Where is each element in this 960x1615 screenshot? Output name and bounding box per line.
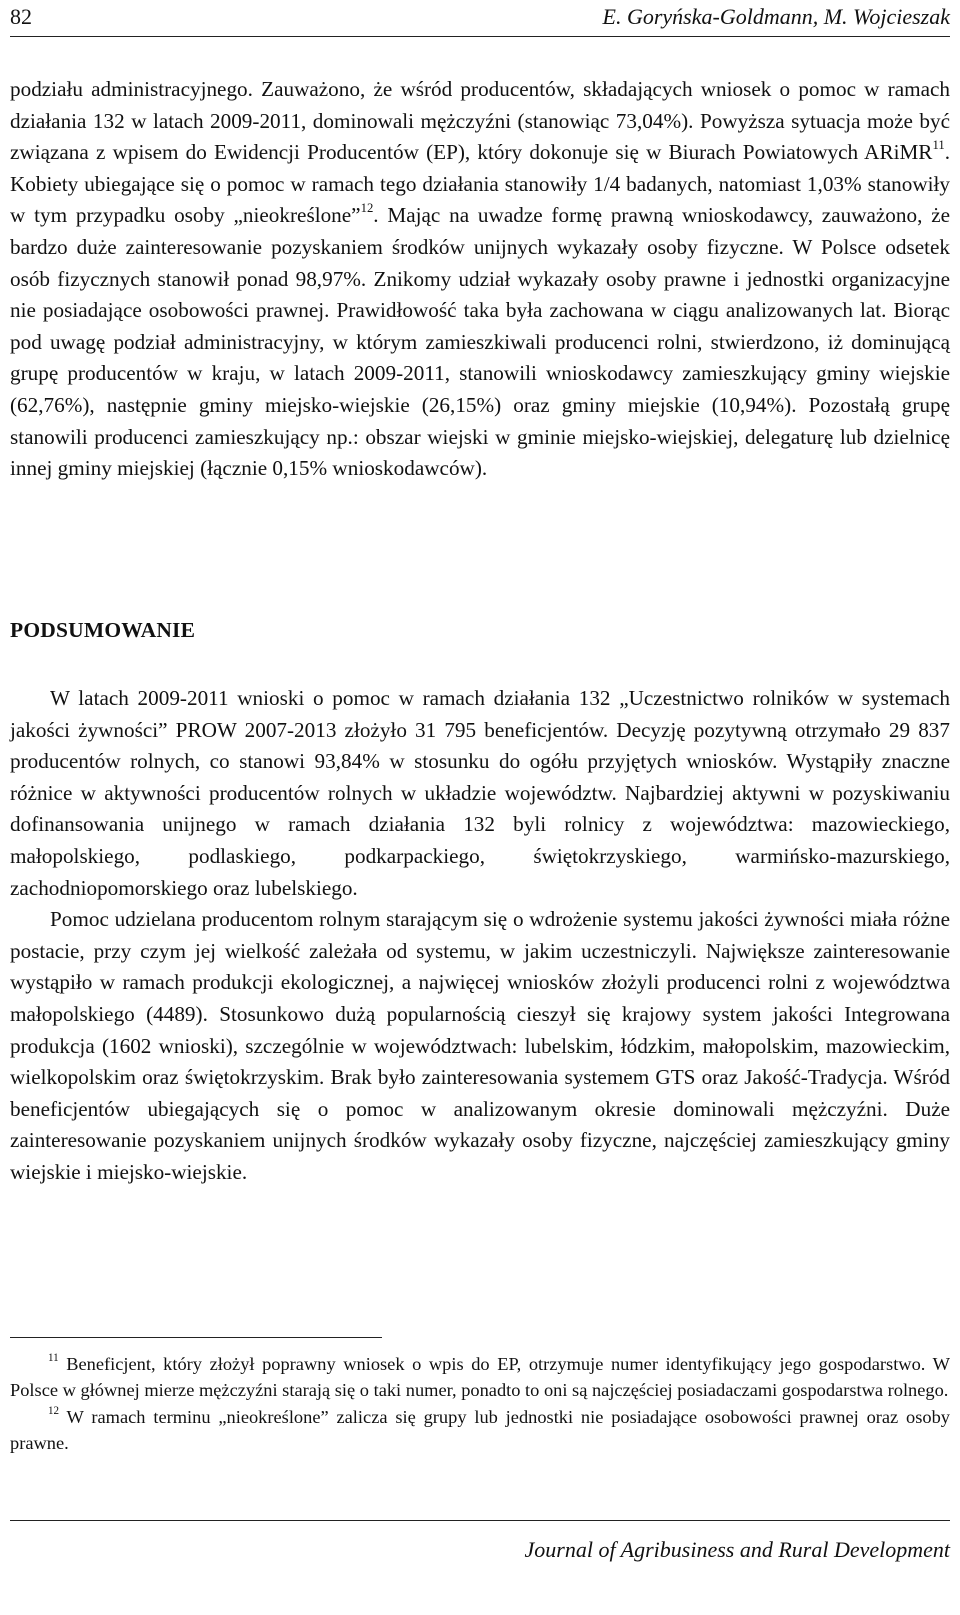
footnote-number: 11 bbox=[48, 1352, 59, 1365]
footnote bbox=[10, 1351, 950, 1404]
summary-paragraph: Pomoc udzielana producentom rolnym starającym się o wdrożenie systemu jakości żywności miała różne postacie, przy czym jej wielkość zależała od systemu, w jakim uczestniczyli. Największe zainteresowanie wystąpiło w ramach produkcji ekologicznej, a najwięcej wniosków złożyli producenci rolni z województwa małopolskiego (4489). Stosunkowo dużą popularnością cieszył się krajowy system jakości Integrowana produkcja (1602 wnioski), szczególnie w województwach: lubelskim, łódzkim, małopolskim, mazowieckim, wielkopolskim oraz świętokrzyskim. Brak było zainteresowania systemem GTS oraz Jakość-Tradycja. Wśród beneficjentów ubiegających się o pomoc w analizowanym okresie dominowali mężczyźni. Duże zainteresowanie pozyskaniem unijnych środków wykazały osoby fizyczne, najczęściej zamieszkujący gminy wiejskie i miejsko-wiejskie. bbox=[10, 907, 950, 1184]
body-text-segment: podziału administracyjnego. Zauważono, że wśród producentów, składających wniosek o pomoc w ramach działania 132 w latach 2009-2011, dominowali mężczyźni (stanowiąc 73,04%). Powyższa sytuacja może być związana z wpisem do Ewidencji Producentów (EP), który dokonuje się w Biurach Powiatowych ARiMR bbox=[10, 77, 950, 165]
summary-section bbox=[10, 683, 950, 1189]
footnote-text: Beneficjent, który złożył poprawny wniosek o wpis do EP, otrzymuje numer identyfikujący jego gospodarstwo. W Polsce w głównej mierze mężczyźni starają się o taki numer, ponadto to oni są najczęściej posiadaczami gospodarstwa rolnego. bbox=[10, 1354, 950, 1401]
body-text-segment: . Kobiety ubiegające się o pomoc w ramach tego działania stanowiły 1/4 badanych, natomiast 1,03% stanowiły w tym przypadku osoby „nieokreślone” bbox=[10, 140, 950, 228]
footnotes bbox=[10, 1351, 950, 1457]
footnote-separator bbox=[10, 1337, 382, 1338]
body-text-segment: . Mając na uwadze formę prawną wnioskodawcy, zauważono, że bardzo duże zainteresowanie pozyskaniem środków unijnych wykazały osoby fizyczne. W Polsce odsetek osób fizycznych stanowił ponad 98,97%. Znikomy udział wykazały osoby prawne i jednostki organizacyjne nie posiadające osobowości prawnej. Prawidłowość taka była zachowana w ciągu analizowanych lat. Biorąc pod uwagę podział administracyjny, w którym zamieszkiwali producenci rolni, stwierdzono, iż dominującą grupę producentów w kraju, w latach 2009-2011, stanowili wnioskodawcy zamieszkujący gminy wiejskie (62,76%), następnie gminy miejsko-wiejskie (26,15%) oraz gminy miejskie (10,94%). Pozostałą grupę stanowili producenci zamieszkujący np.: obszar wiejski w gminie miejsko-wiejskiej, delegaturę lub dzielnicę innej gminy miejskiej (łącznie 0,15% wnioskodawców). bbox=[10, 203, 950, 481]
footnote-number: 12 bbox=[48, 1405, 60, 1418]
footnote bbox=[10, 1404, 950, 1457]
footnote-text: W ramach terminu „nieokreślone” zalicza się grupy lub jednostki nie posiadające osobowości prawnej oraz osoby prawne. bbox=[10, 1406, 950, 1454]
footnote-reference[interactable]: 11 bbox=[932, 138, 945, 153]
summary-paragraph: W latach 2009-2011 wnioski o pomoc w ramach działania 132 „Uczestnictwo rolników w systemach jakości żywności” PROW 2007-2013 złożyło 31 795 beneficjentów. Decyzję pozytywną otrzymało 29 837 producentów rolnych, co stanowi 93,84% w stosunku do ogółu przyjętych wniosków. Wystąpiły znaczne różnice w aktywności producentów rolnych w układzie województw. Najbardziej aktywni w pozyskiwaniu dofinansowania unijnego w ramach działania 132 byli rolnicy z województwa: mazowieckiego, małopolskiego, podlaskiego, podkarpackiego, świętokrzyskiego, warmińsko-mazurskiego, zachodniopomorskiego oraz lubelskiego. bbox=[10, 686, 950, 900]
page-number: 82 bbox=[10, 4, 32, 29]
body-paragraph bbox=[10, 74, 950, 485]
page-header bbox=[10, 2, 950, 37]
running-title: E. Goryńska-Goldmann, M. Wojcieszak bbox=[602, 4, 950, 29]
section-heading: PODSUMOWANIE bbox=[10, 618, 196, 642]
page-footer bbox=[10, 1520, 950, 1615]
journal-name: Journal of Agribusiness and Rural Development bbox=[524, 1537, 950, 1562]
footnote-reference[interactable]: 12 bbox=[360, 201, 374, 216]
